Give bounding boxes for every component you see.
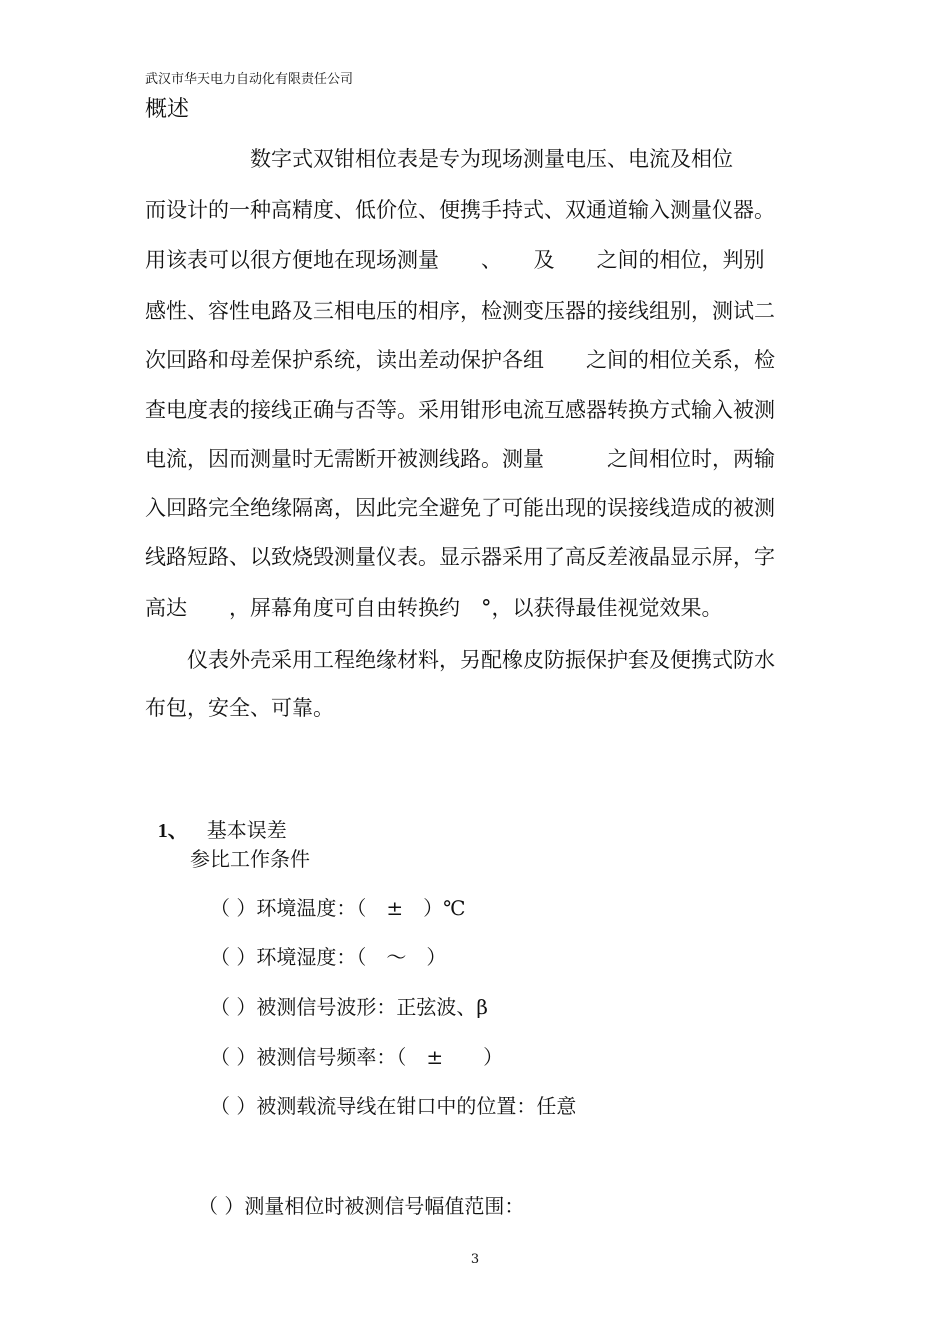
overview-line: 高达 ，屏幕角度可自由转换约 °，以获得最佳视觉效果。 <box>145 596 723 620</box>
overview-line: 线路短路、以致烧毁测量仪表。显示器采用了高反差液晶显示屏，字 <box>145 545 775 569</box>
section-number: 1、 <box>157 820 188 842</box>
condition-item: （ ）被测信号波形：正弦波、β <box>210 995 488 1019</box>
condition-item: （ ）被测信号频率：（ ± ） <box>210 1045 504 1069</box>
condition-item: （ ）环境湿度：（ ～ ） <box>210 945 447 969</box>
reference-conditions-subtitle: 参比工作条件 <box>190 847 310 871</box>
overview-line: 仪表外壳采用工程绝缘材料，另配橡皮防振保护套及便携式防水 <box>145 648 775 672</box>
overview-line: 次回路和母差保护系统，读出差动保护各组 之间的相位关系，检 <box>145 348 775 372</box>
condition-item: （ ）被测载流导线在钳口中的位置：任意 <box>210 1094 577 1118</box>
section-title-overview: 概述 <box>145 97 190 122</box>
page-header: 武汉市华天电力自动化有限责任公司 <box>145 72 354 87</box>
overview-line: 数字式双钳相位表是专为现场测量电压、电流及相位 <box>145 147 733 171</box>
overview-line: 入回路完全绝缘隔离，因此完全避免了可能出现的误接线造成的被测 <box>145 496 775 520</box>
section-1-heading <box>145 790 287 843</box>
overview-line: 感性、容性电路及三相电压的相序，检测变压器的接线组别，测试二 <box>145 299 775 323</box>
section-title: 基本误差 <box>206 818 287 842</box>
overview-line: 用该表可以很方便地在现场测量 、 及 之间的相位，判别 <box>145 248 765 272</box>
condition-item: （ ）环境温度：（ ± ）℃ <box>210 896 466 920</box>
overview-line: 查电度表的接线正确与否等。采用钳形电流互感器转换方式输入被测 <box>145 398 775 422</box>
amplitude-range-item: （ ）测量相位时被测信号幅值范围： <box>198 1194 525 1218</box>
overview-line: 布包，安全、可靠。 <box>145 696 334 720</box>
page-number: 3 <box>470 1252 480 1267</box>
overview-line: 而设计的一种高精度、低价位、便携手持式、双通道输入测量仪器。 <box>145 198 775 222</box>
overview-line: 电流，因而测量时无需断开被测线路。测量 之间相位时，两输 <box>145 447 775 471</box>
